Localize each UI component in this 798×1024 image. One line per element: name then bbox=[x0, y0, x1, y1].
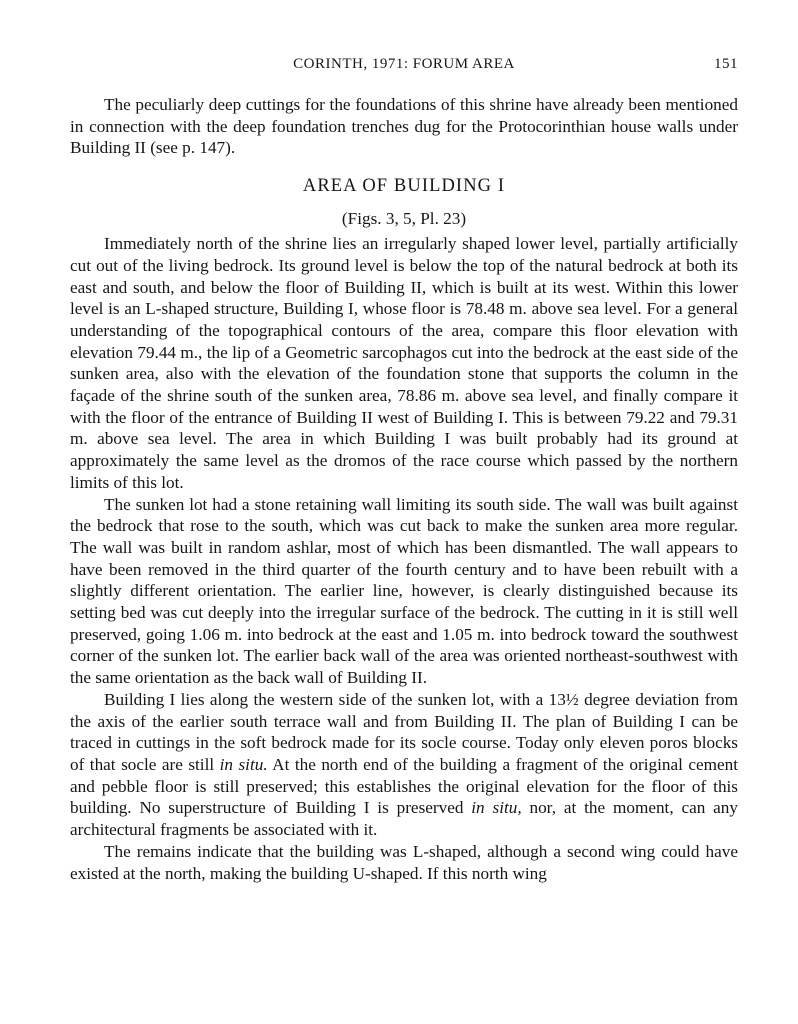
intro-paragraph: The peculiarly deep cuttings for the foundations of this shrine have already been mentioned in connection with the deep foundation trenches dug for the Protocorinthian house walls under Building II (see p. 147). bbox=[70, 95, 738, 158]
paragraph-3-part-c: nor, at the moment, can any architectural fragments be associated with it. bbox=[70, 798, 738, 840]
paragraph-3 bbox=[70, 689, 738, 841]
paragraph-4: The remains indicate that the building was L-shaped, although a second wing could have existed at the north, making the building U-shaped. If this north wing bbox=[70, 841, 738, 883]
journal-page bbox=[70, 0, 738, 1024]
figure-reference: (Figs. 3, 5, Pl. 23) bbox=[341, 209, 467, 229]
running-head bbox=[70, 56, 738, 78]
paragraph-1: Immediately north of the shrine lies an irregularly shaped lower level, partially artificially cut out of the living bedrock. Its ground level is below the top of the natural bedrock at both its east and south, and below the floor of Building II, which is built at its west. Within this lower level is an L-shaped structure, Building I, whose floor is 78.48 m. above sea level. For a general understanding of the topographical contours of the area, compare this floor elevation with elevation 79.44 m., the lip of a Geometric sarcophagos cut into the bedrock at the east side of the sunken area, also with the elevation of the foundation stone that supports the column in the façade of the shrine south of the sunken area, 78.86 m. above sea level, and finally compare it with the floor of the entrance of Building II west of Building I. This is between 79.22 and 79.31 m. above sea level. The area in which Building I was built probably had its ground at approximately the same level as the dromos of the race course which passed by the northern limits of this lot. bbox=[70, 234, 738, 492]
paragraph-3-part-a: Building I lies along the western side of the sunken lot, with a 13½ degree deviation from the axis of the earlier south terrace wall and from Building II. The plan of Building I can be traced in cuttings in the soft bedrock made for its socle course. Today only eleven poros blocks of that socle are still bbox=[70, 689, 738, 774]
paragraph-2: The sunken lot had a stone retaining wall limiting its south side. The wall was built against the bedrock that rose to the south, which was cut back to make the sunken area more regular. The wall was built in random ashlar, most of which has been dismantled. The wall appears to have been removed in the third quarter of the fourth century and to have been rebuilt with a slightly different orientation. The earlier line, however, is clearly distinguished because its setting bed was cut deeply into the irregular surface of the bedrock. The cutting in it is still well preserved, going 1.06 m. into bedrock at the east and 1.05 m. into bedrock toward the southwest corner of the sunken lot. The earlier back wall of the area was oriented northeast-southwest with the same orientation as the back wall of Building II. bbox=[70, 494, 738, 688]
section-heading: AREA OF BUILDING I bbox=[302, 176, 506, 197]
paragraph-3-part-b: At the north end of the building a fragment of the original cement and pebble floor is still preserved; this establishes the original elevation for the floor of this building. No superstructure of Building I is preserved bbox=[70, 754, 738, 818]
page-number: 151 bbox=[714, 56, 738, 72]
italic-in-situ-2: in situ, bbox=[471, 798, 522, 818]
body-text bbox=[70, 94, 738, 884]
running-title: CORINTH, 1971: FORUM AREA bbox=[293, 56, 515, 72]
italic-in-situ-1: in situ. bbox=[219, 754, 268, 774]
